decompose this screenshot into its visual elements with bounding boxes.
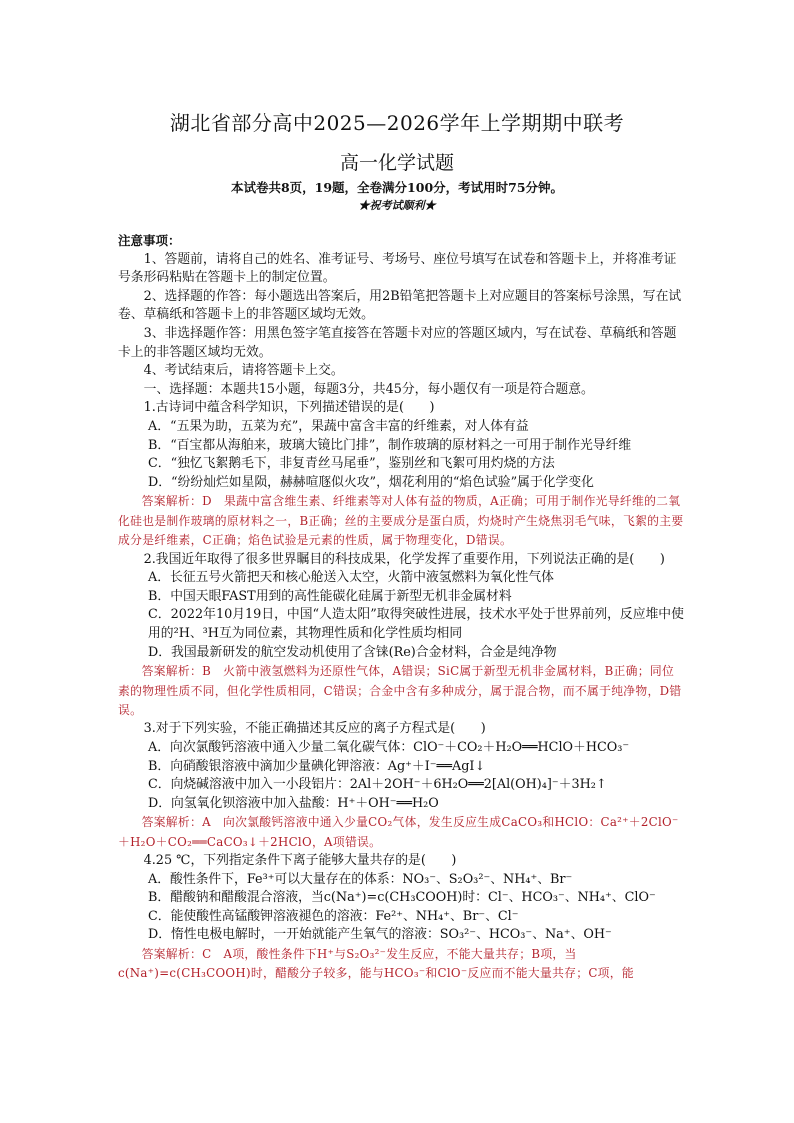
question-option: D．“纷纷灿烂如星陨，赫赫喧豗似火攻”，烟花利用的“焰色试验”属于化学变化 xyxy=(148,474,594,490)
question-option: B．向硝酸银溶液中滴加少量碘化钾溶液：Ag⁺＋I⁻══AgI↓ xyxy=(148,758,486,774)
question-stem: 3.对于下列实验，不能正确描述其反应的离子方程式是( ) xyxy=(143,721,486,737)
answer-text: 果蔬中富含维生素、纤维素等对人体有益的物质，A正确；可用于制作光导纤维的二氧化硅也是制作玻璃的原材料之一，B正确；丝的主要成分是蛋白质，灼烧时产生烧焦羽毛气味，飞絮的主要成分是纤维素，C正确；焰色试验是元素的性质，属于物理变化，D错误。 xyxy=(118,494,684,548)
question-option: C．能使酸性高锰酸钾溶液褪色的溶液：Fe²⁺、NH₄⁺、Br⁻、Cl⁻ xyxy=(148,908,519,924)
answer-label: 答案解析：C xyxy=(141,947,212,962)
notice-item: 3、非选择题作答：用黑色签字笔直接答在答题卡对应的答题区域内，写在试卷、草稿纸和答题卡上的非答题区域均无效。 xyxy=(118,325,677,360)
question-option: A．“五果为助，五菜为充”，果蔬中富含丰富的纤维素，对人体有益 xyxy=(148,418,529,434)
answer-text: A项，酸性条件下H⁺与S₂O₃²⁻发生反应，不能大量共存；B项，当c(Na⁺)=c(CH₃COOH)时，醋酸分子较多，能与HCO₃⁻和ClO⁻反应而不能大量共存；C项，能 xyxy=(118,947,634,981)
question-option: B．醋酸钠和醋酸混合溶液，当c(Na⁺)=c(CH₃COOH)时：Cl⁻、HCO₃⁻、NH₄⁺、ClO⁻ xyxy=(148,890,656,906)
answer-label: 答案解析：B xyxy=(141,664,212,679)
answer-explanation xyxy=(118,813,684,852)
question-option: A．长征五号火箭把天和核心舱送入太空，火箭中液氢燃料为氧化性气体 xyxy=(148,570,554,586)
section-heading: 一、选择题：本题共15小题，每题3分，共45分，每小题仅有一项是符合题意。 xyxy=(143,381,594,397)
question-option: A．向次氯酸钙溶液中通入少量二氧化碳气体：ClO⁻＋CO₂＋H₂O══HClO＋HCO₃⁻ xyxy=(148,739,630,755)
notice-heading: 注意事项： xyxy=(118,233,181,248)
answer-explanation xyxy=(118,945,684,984)
question-option: D．惰性电极电解时，一开始就能产生氧气的溶液：SO₃²⁻、HCO₃⁻、Na⁺、OH⁻ xyxy=(148,927,612,943)
answer-text: 火箭中液氢燃料为还原性气体，A错误；SiC属于新型无机非金属材料，B正确；同位素的物理性质不同，但化学性质相同，C错误；合金中含有多种成分，属于混合物，而不属于纯净物，D错误。 xyxy=(118,664,682,717)
answer-explanation xyxy=(118,492,684,550)
question-option: A．酸性条件下，Fe³⁺可以大量存在的体系：NO₃⁻、S₂O₃²⁻、NH₄⁺、Br⁻ xyxy=(148,871,573,887)
question-option: C．“独忆飞絮鹅毛下，非复青丝马尾垂”，鉴别丝和飞絮可用灼烧的方法 xyxy=(148,456,555,472)
notice-item: 1、答题前，请将自己的姓名、准考证号、考场号、座位号填写在试卷和答题卡上，并将准考证号条形码粘贴在答题卡上的制定位置。 xyxy=(118,251,677,286)
exam-info: 本试卷共8页，19题，全卷满分100分，考试用时75分钟。 xyxy=(230,180,564,195)
question-option: B．中国天眼FAST用到的高性能碳化硅属于新型无机非金属材料 xyxy=(148,588,512,604)
exam-title: 湖北省部分高中2025—2026学年上学期期中联考 xyxy=(169,111,625,135)
question-option: C．向烧碱溶液中加入一小段铝片：2Al＋2OH⁻＋6H₂O══2[Al(OH)₄]⁻＋3H₂↑ xyxy=(148,777,607,793)
notice-item: 2、选择题的作答：每小题选出答案后，用2B铅笔把答题卡上对应题目的答案标号涂黑，写在试卷、草稿纸和答题卡上的非答题区域均无效。 xyxy=(118,288,682,323)
exam-wish: ★祝考试顺利★ xyxy=(358,199,436,212)
exam-subtitle: 高一化学试题 xyxy=(339,152,454,174)
question-stem: 1.古诗词中蕴含科学知识，下列描述错误的是( ) xyxy=(143,400,435,416)
question-option: C．2022年10月19日，中国“人造太阳”取得突破性进展，技术水平处于世界前列，反应堆中使用的²H、³H互为同位素，其物理性质和化学性质均相同 xyxy=(148,607,684,641)
answer-label: 答案解析：A xyxy=(141,815,211,830)
answer-text: 向次氯酸钙溶液中通入少量CO₂气体，发生反应生成CaCO₃和HClO：Ca²⁺＋2ClO⁻＋H₂O＋CO₂══CaCO₃↓＋2HClO，A项错误。 xyxy=(118,815,679,849)
question-stem: 2.我国近年取得了很多世界瞩目的科技成果，化学发挥了重要作用，下列说法正确的是( ) xyxy=(143,551,665,567)
notice-item: 4、考试结束后，请将答题卡上交。 xyxy=(143,363,344,379)
question-option: D．向氢氧化钡溶液中加入盐酸：H⁺＋OH⁻══H₂O xyxy=(148,795,439,811)
exam-content xyxy=(118,232,684,984)
question-option: B．“百宝都从海舶来，玻璃大镜比门排”，制作玻璃的原材料之一可用于制作光导纤维 xyxy=(148,437,632,453)
answer-explanation xyxy=(118,662,684,720)
answer-label: 答案解析：D xyxy=(141,494,212,509)
question-option: D．我国最新研发的航空发动机使用了含铼(Re)合金材料，合金是纯净物 xyxy=(148,644,557,660)
question-stem: 4.25 ℃，下列指定条件下离子能够大量共存的是( ) xyxy=(143,853,457,869)
